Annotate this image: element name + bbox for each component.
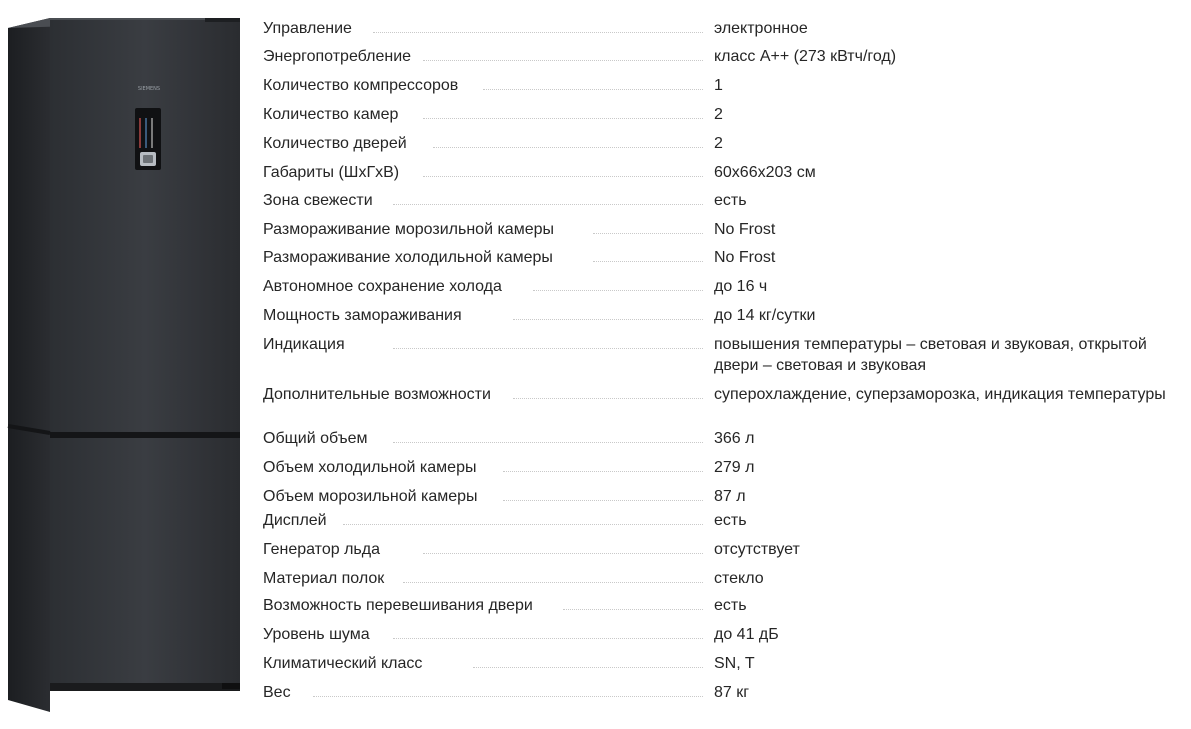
spec-leader-dots bbox=[423, 176, 703, 177]
spec-value: стекло bbox=[714, 570, 764, 587]
spec-value: есть bbox=[714, 597, 747, 614]
spec-label: Дополнительные возможности bbox=[263, 386, 491, 403]
spec-label: Дисплей bbox=[263, 512, 327, 529]
spec-value: No Frost bbox=[714, 221, 776, 238]
spec-value: класс A++ (273 кВтч/год) bbox=[714, 48, 897, 65]
spec-leader-dots bbox=[483, 89, 703, 90]
spec-label: Энергопотребление bbox=[263, 48, 412, 65]
spec-leader-dots bbox=[343, 524, 703, 525]
spec-label: Размораживание холодильной камеры bbox=[263, 249, 553, 266]
spec-leader-dots bbox=[473, 667, 703, 668]
spec-value: есть bbox=[714, 192, 747, 209]
spec-label: Климатический класс bbox=[263, 655, 423, 672]
spec-value: до 14 кг/сутки bbox=[714, 307, 816, 324]
spec-label: Габариты (ШxГxВ) bbox=[263, 164, 400, 181]
brand-logo: SIEMENS bbox=[137, 86, 161, 92]
spec-leader-dots bbox=[423, 553, 703, 554]
spec-leader-dots bbox=[393, 638, 703, 639]
spec-value: повышения температуры – световая и звуковая, открытой двери – световая и звуковая bbox=[714, 336, 1147, 374]
spec-value: 87 л bbox=[714, 488, 746, 505]
spec-label: Уровень шума bbox=[263, 626, 370, 643]
spec-label: Количество компрессоров bbox=[263, 77, 459, 94]
spec-leader-dots bbox=[513, 319, 703, 320]
spec-value: 366 л bbox=[714, 430, 755, 447]
spec-label: Общий объем bbox=[263, 430, 368, 447]
spec-row bbox=[263, 682, 1183, 724]
spec-value: 87 кг bbox=[714, 684, 750, 701]
spec-value: есть bbox=[714, 512, 747, 529]
spec-row bbox=[263, 334, 1183, 376]
spec-leader-dots bbox=[403, 582, 703, 583]
spec-leader-dots bbox=[423, 60, 703, 61]
spec-leader-dots bbox=[393, 204, 703, 205]
spec-value: 279 л bbox=[714, 459, 755, 476]
spec-value: No Frost bbox=[714, 249, 776, 266]
spec-label: Размораживание морозильной камеры bbox=[263, 221, 554, 238]
spec-leader-dots bbox=[593, 233, 703, 234]
spec-value: 2 bbox=[714, 135, 723, 152]
spec-leader-dots bbox=[503, 500, 703, 501]
spec-label: Объем морозильной камеры bbox=[263, 488, 478, 505]
spec-value: суперохлаждение, суперзаморозка, индикация температуры bbox=[714, 386, 1166, 403]
spec-label: Количество дверей bbox=[263, 135, 407, 152]
spec-value: 1 bbox=[714, 77, 723, 94]
spec-label: Вес bbox=[263, 684, 291, 701]
spec-value: электронное bbox=[714, 20, 808, 37]
spec-value: 2 bbox=[714, 106, 723, 123]
spec-label: Мощность замораживания bbox=[263, 307, 462, 324]
spec-leader-dots bbox=[313, 696, 703, 697]
spec-leader-dots bbox=[393, 348, 703, 349]
spec-label: Индикация bbox=[263, 336, 345, 353]
spec-leader-dots bbox=[513, 398, 703, 399]
spec-leader-dots bbox=[503, 471, 703, 472]
spec-leader-dots bbox=[533, 290, 703, 291]
spec-leader-dots bbox=[373, 32, 703, 33]
spec-label: Объем холодильной камеры bbox=[263, 459, 477, 476]
spec-label: Автономное сохранение холода bbox=[263, 278, 502, 295]
spec-value: отсутствует bbox=[714, 541, 800, 558]
spec-value: 60x66x203 см bbox=[714, 164, 816, 181]
spec-leader-dots bbox=[433, 147, 703, 148]
spec-label: Материал полок bbox=[263, 570, 385, 587]
spec-label: Зона свежести bbox=[263, 192, 373, 209]
spec-value: SN, T bbox=[714, 655, 755, 672]
spec-label: Управление bbox=[263, 20, 352, 37]
spec-value: до 16 ч bbox=[714, 278, 768, 295]
spec-leader-dots bbox=[563, 609, 703, 610]
spec-label: Количество камер bbox=[263, 106, 399, 123]
spec-leader-dots bbox=[423, 118, 703, 119]
spec-value: до 41 дБ bbox=[714, 626, 779, 643]
spec-label: Возможность перевешивания двери bbox=[263, 597, 533, 614]
spec-leader-dots bbox=[393, 442, 703, 443]
spec-label: Генератор льда bbox=[263, 541, 380, 558]
spec-row bbox=[263, 384, 1183, 426]
spec-leader-dots bbox=[593, 261, 703, 262]
